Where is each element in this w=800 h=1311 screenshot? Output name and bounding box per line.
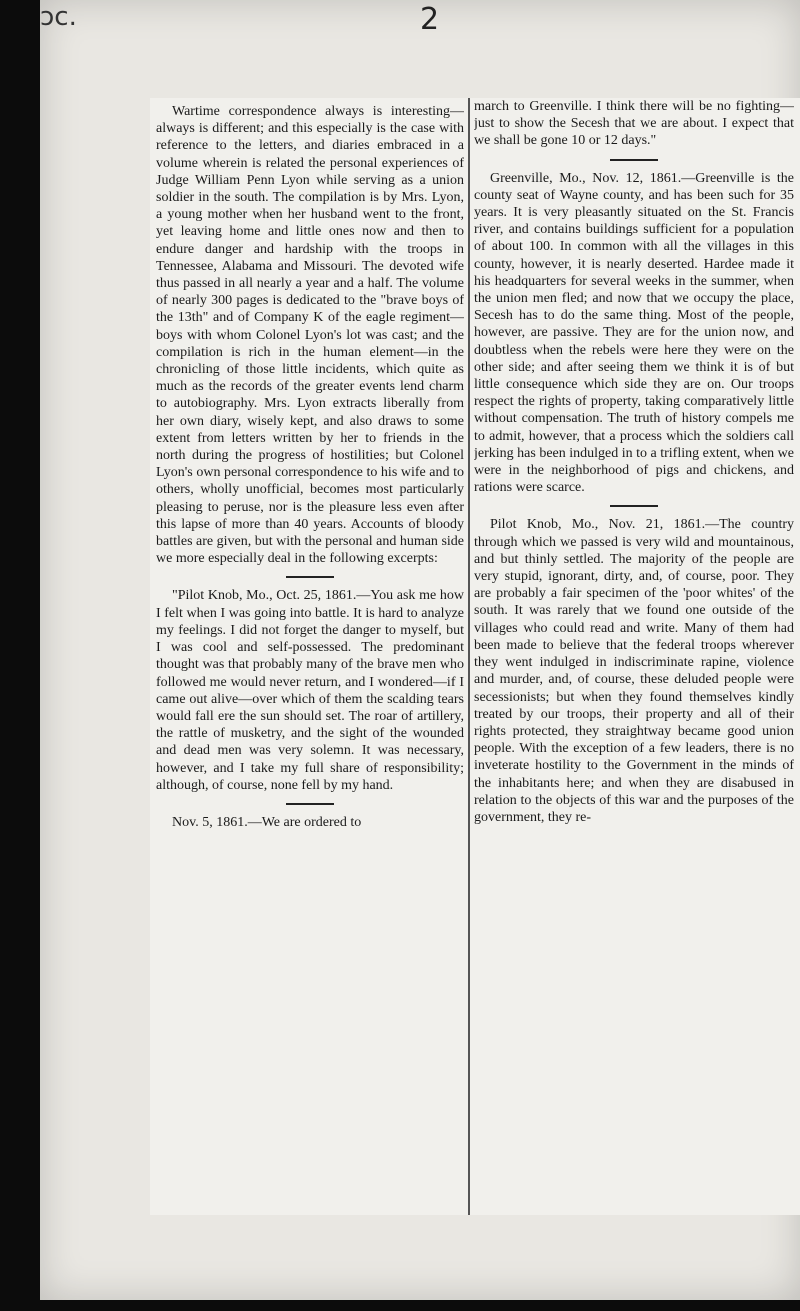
section-rule xyxy=(286,576,334,578)
letter-nov-21: Pilot Knob, Mo., Nov. 21, 1861.—The country through which we passed is very wild and mountainous, and but thinly settled. The majority of the people are very stupid, ignorant, dirty, and, of course, poor. They are probably a fair specimen of the 'poor whites' of the south. It was rarely that we found one outside of the villages who could read and write. Many of them had been made to believe that the federal troops wherever they went indulged in indiscriminate rapine, violence and murder, and, of course, these deluded people were secessionists; but when they found themselves kindly treated by our troops, their property and all of their rights protected, they straightway became good union people. With the exception of a few leaders, there is no inveterate hostility to the Government in the minds of the inhabitants here; and when they are disabused in relation to the objects of this war and the purposes of the government, they re- xyxy=(474,517,794,825)
letter-nov-12: Greenville, Mo., Nov. 12, 1861.—Greenville is the county seat of Wayne county, and has been such for 35 years. It is very pleasantly situated on the St. Francis river, and contains buildings sufficient for a population of about 100. In common with all the villages in this county, however, it is nearly deserted. Hardee made it his headquarters for several weeks in the summer, when the union men fled; and now that we occupy the place, Secesh has to do the same thing. Most of the people, however, are passive. They are for the union now, and doubtless when the rebels were here they were on the other side; and after seeing them we think it is of but little consequence which side they are on. Our troops respect the rights of property, taking comparatively little without compensation. The truth of history compels me to admit, however, that a process which the soldiers call jerking has been indulged in to a trifling extent, when we were in the neighborhood of pigs and chickens, and rations were scarce. xyxy=(474,170,794,496)
section-rule xyxy=(610,159,658,161)
letter-nov-5: Nov. 5, 1861.—We are ordered to xyxy=(172,814,362,830)
page-number: 2 xyxy=(420,2,440,37)
section-rule xyxy=(610,505,658,507)
newspaper-clipping xyxy=(150,98,800,1215)
intro-paragraph: Wartime correspondence always is interesting—always is different; and this especially is the case with reference to the letters, and diaries embraced in a volume wherein is related the personal experiences of Judge William Penn Lyon while serving as a union soldier in the south. The compilation is by Mrs. Lyon, a young mother when her husband went to the front, yet leaving home and little ones now and then to endure danger and hardship with the troops in Tennessee, Alabama and Missouri. The devoted wife thus passed in all nearly a year and a half. The volume of nearly 300 pages is dedicated to the "brave boys of the 13th" and of Company K of the eagle regiment—boys with whom Colonel Lyon's lot was cast; and the compilation is rich in the human element—in the chronicling of those little incidents, which quite as much as the records of the greater events lend charm to autobiography. Mrs. Lyon extracts liberally from her own diary, wisely kept, and also draws to some extent from letters written by her to friends in the north during the progress of hostilities; but Colonel Lyon's own personal correspondence to his wife and to others, wholly unofficial, becomes most particularly pleasing to peruse, nor is the pleasure less even after this lapse of more than 40 years. Accounts of bloody battles are given, but with the personal and human side we more especially deal in the following excerpts: xyxy=(156,104,464,567)
margin-mark: ɔc. xyxy=(40,2,77,32)
right-column xyxy=(474,98,794,1215)
column-divider xyxy=(468,98,470,1215)
section-rule xyxy=(286,803,334,805)
letter-nov-5-continued: march to Greenville. I think there will be no fighting—just to show the Secesh that we are about. I expect that we shall be gone 10 or 12 days." xyxy=(474,99,794,149)
left-column xyxy=(156,98,464,1215)
letter-oct-25: "Pilot Knob, Mo., Oct. 25, 1861.—You ask me how I felt when I was going into battle. It is hard to analyze my feelings. I did not forget the danger to myself, but I was cool and self-possessed. The predominant thought was that probably many of the brave men who followed me would never return, and I wondered—if I came out alive—over which of them the scalding tears would fall ere the sun should set. The roar of artillery, the rattle of musketry, and the sight of the wounded and dead men was very solemn. It was necessary, however, and I take my full share of responsibility; although, of course, none fell by my hand. xyxy=(156,588,464,793)
